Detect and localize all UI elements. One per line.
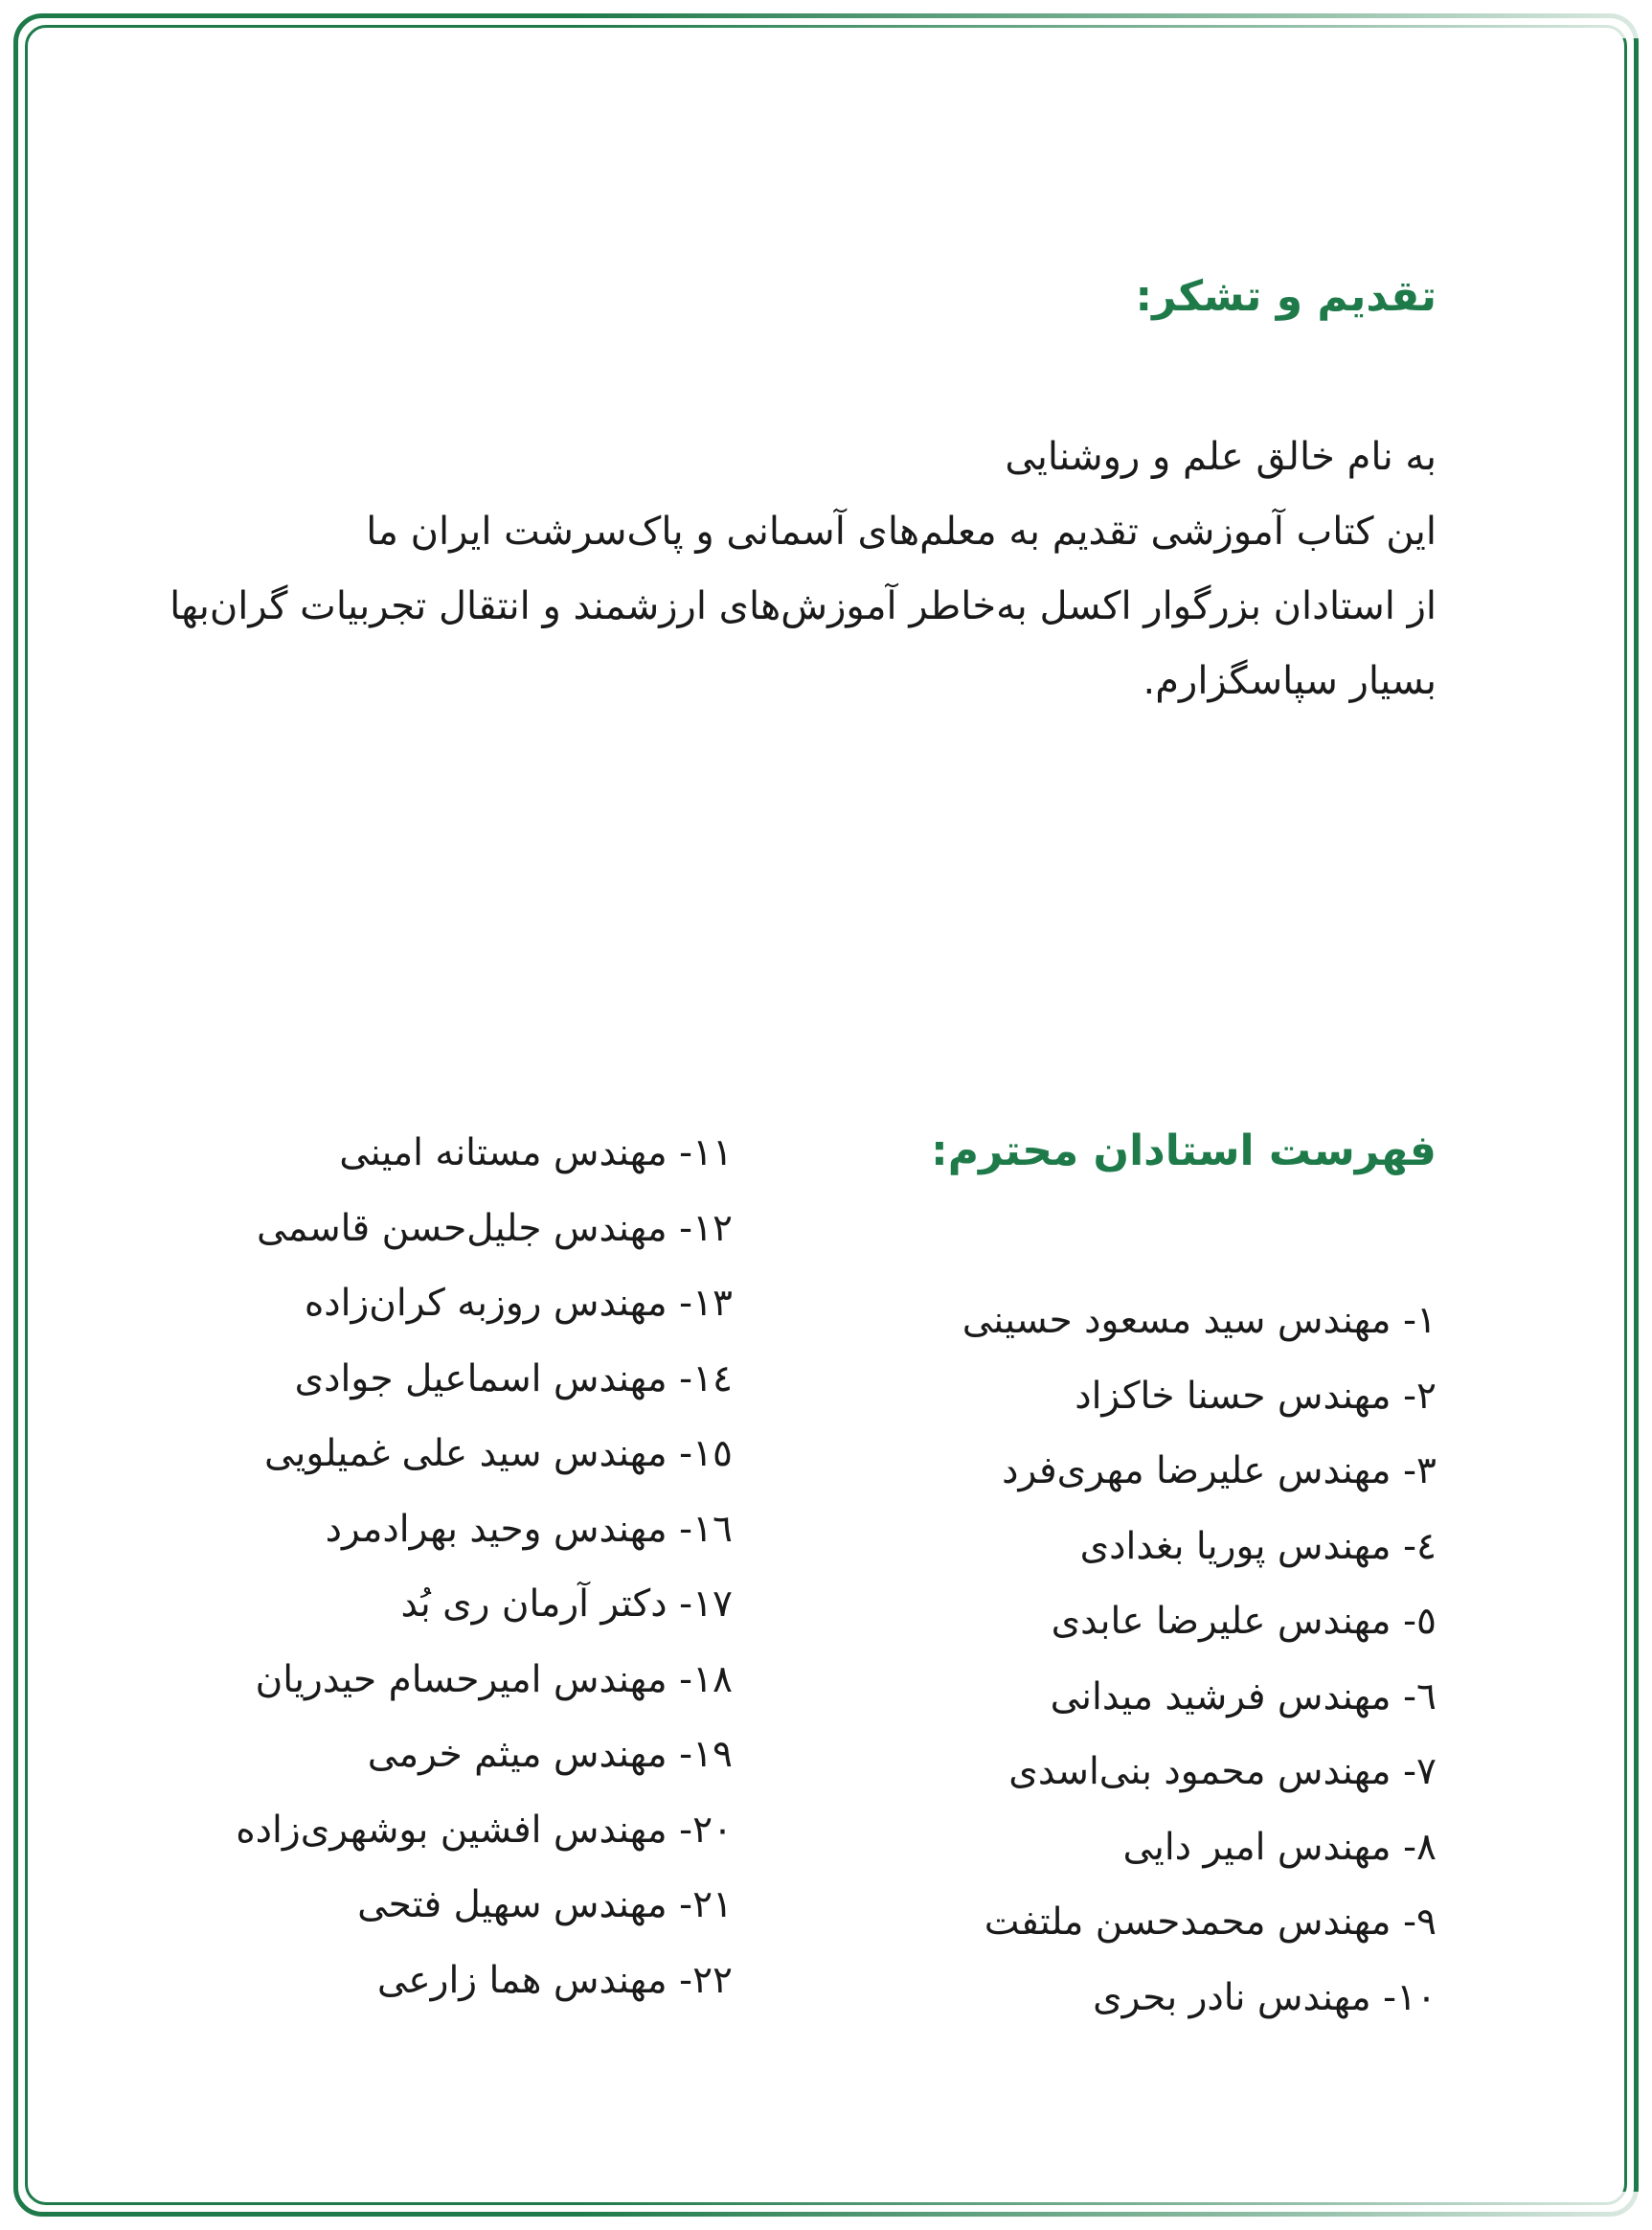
thanks-line: بسیار سپاسگزارم. <box>1143 659 1437 703</box>
list-item: ۹- مهندس محمدحسن ملتفت <box>984 1900 1437 1944</box>
list-item: ۱۰- مهندس نادر بحری <box>1093 1975 1437 2019</box>
list-item: ١٤- مهندس اسماعیل جوادی <box>294 1356 733 1400</box>
thanks-heading: تقدیم و تشکر: <box>1135 272 1437 321</box>
list-item: ١٥- مهندس سید علی غمیلویی <box>263 1432 733 1475</box>
frame-fade-top <box>575 0 1652 38</box>
list-item: ٦- مهندس فرشید میدانی <box>1050 1674 1437 1718</box>
list-item: ۱۱- مهندس مستانه امینی <box>339 1131 733 1174</box>
list-item: ۱۲- مهندس جلیل‌حسن قاسمی <box>256 1206 733 1250</box>
list-item: ٤- مهندس پوریا بغدادی <box>1079 1524 1437 1568</box>
list-item: ۱۷- دکتر آرمان ری بُد <box>400 1582 733 1626</box>
thanks-line: این کتاب آموزشی تقدیم به معلم‌های آسمانی و پاک‌سرشت ایران ما <box>366 510 1437 554</box>
list-item: ۲۰- مهندس افشین بوشهری‌زاده <box>236 1808 733 1852</box>
list-item: ۷- مهندس محمود بنی‌اسدی <box>1008 1750 1437 1793</box>
frame-fade-bottom <box>575 2192 1652 2230</box>
list-item: ۱۳- مهندس روزبه کران‌زاده <box>304 1282 733 1325</box>
list-item: ۱- مهندس سید مسعود حسینی <box>962 1299 1437 1342</box>
list-item: ۱۹- مهندس میثم خرمی <box>367 1733 733 1776</box>
list-item: ۳- مهندس علیرضا مهری‌فرد <box>1002 1449 1437 1492</box>
thanks-paragraph <box>96 420 1437 718</box>
list-item: ١٦- مهندس وحید بهرادمرد <box>325 1507 733 1551</box>
list-item: ۲۱- مهندس سهیل فتحی <box>357 1883 733 1926</box>
teachers-list-left <box>236 1116 733 2018</box>
list-item: ۸- مهندس امیر دایی <box>1122 1825 1437 1869</box>
list-item: ۱۸- مهندس امیرحسام حیدریان <box>255 1657 733 1701</box>
list-item: ۲- مهندس حسنا خاکزاد <box>1075 1374 1437 1418</box>
list-item: ٥- مهندس علیرضا عابدی <box>1051 1600 1437 1643</box>
teachers-list-right <box>962 1284 1437 2036</box>
thanks-line: از استادان بزرگوار اکسل به‌خاطر آموزش‌های ارزشمند و انتقال تجربیات گران‌بها <box>170 584 1437 628</box>
list-item: ۲۲- مهندس هما زارعی <box>376 1958 733 2002</box>
teachers-heading: فهرست استادان محترم: <box>931 1126 1437 1175</box>
thanks-line: به نام خالق علم و روشنایی <box>1005 435 1437 479</box>
